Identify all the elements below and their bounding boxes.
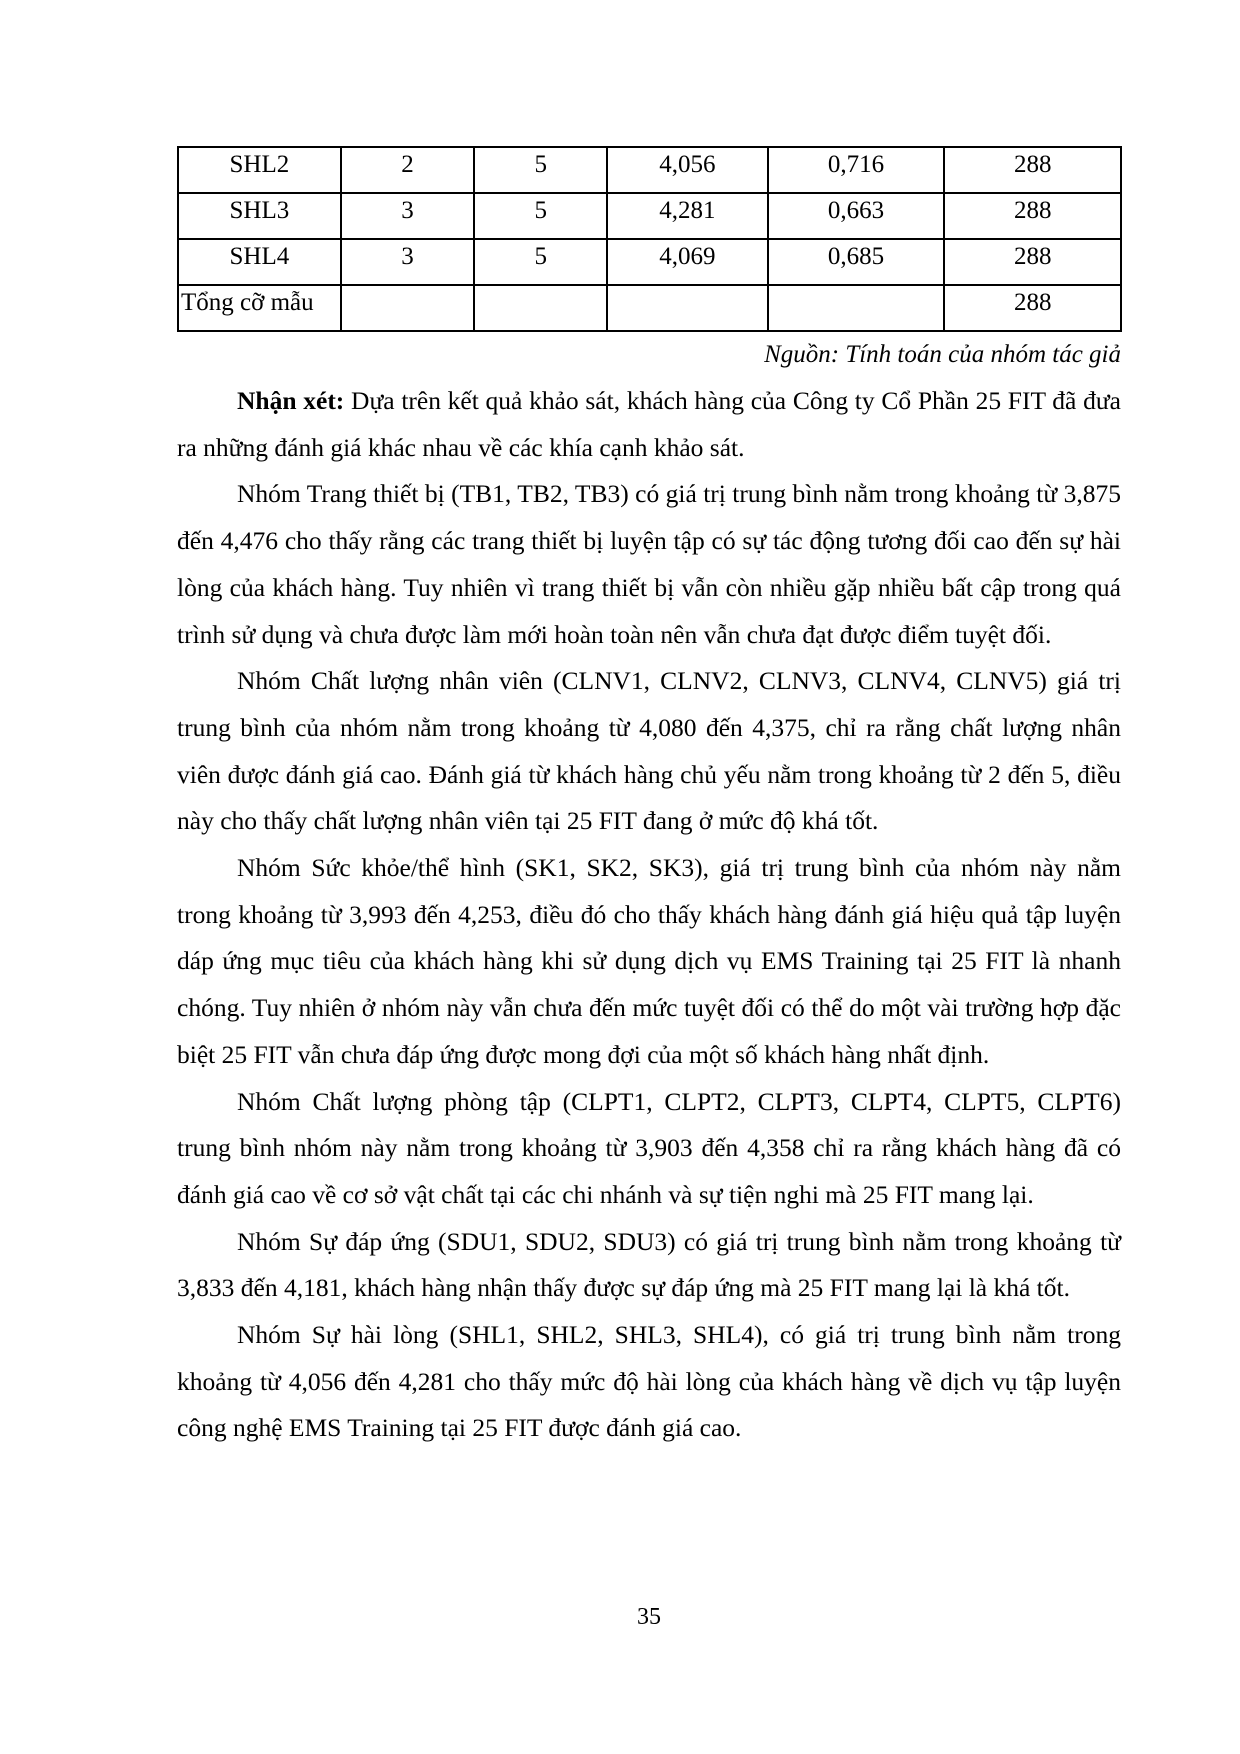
table-cell: 288 — [944, 147, 1121, 193]
remark-label: Nhận xét: — [237, 386, 345, 415]
paragraph-text: Nhóm Sức khỏe/thể hình (SK1, SK2, SK3), giá trị trung bình của nhóm này nằm trong khoảng từ 3,993 đến 4,253, điều đó cho thấy khách hàng đánh giá hiệu quả tập luyện dáp ứng mục tiêu của khách hàng khi sử dụng dịch vụ EMS Training tại 25 FIT là nhanh chóng. Tuy nhiên ở nhóm này vẫn chưa đến mức tuyệt đối có thể do một vài trường hợp đặc biệt 25 FIT vẫn chưa đáp ứng được mong đợi của một số khách hàng nhất định. — [177, 853, 1121, 1069]
statistics-table — [177, 146, 1122, 332]
paragraph-gym-quality — [177, 1079, 1121, 1219]
table-row — [178, 193, 1121, 239]
table-cell: 0,685 — [768, 239, 945, 285]
table-cell: 0,663 — [768, 193, 945, 239]
table-cell: 4,069 — [607, 239, 768, 285]
paragraph-text: Nhóm Chất lượng nhân viên (CLNV1, CLNV2, CLNV3, CLNV4, CLNV5) giá trị trung bình của nhóm nằm trong khoảng từ 4,080 đến 4,375, chỉ ra rằng chất lượng nhân viên được đánh giá cao. Đánh giá từ khách hàng chủ yếu nằm trong khoảng từ 2 đến 5, điều này cho thấy chất lượng nhân viên tại 25 FIT đang ở mức độ khá tốt. — [177, 666, 1121, 836]
table-cell — [474, 285, 607, 331]
paragraph-text: Nhóm Trang thiết bị (TB1, TB2, TB3) có giá trị trung bình nằm trong khoảng từ 3,875 đến 4,476 cho thấy rằng các trang thiết bị luyện tập có sự tác động tương đối cao đến sự hài lòng của khách hàng. Tuy nhiên vì trang thiết bị vẫn còn nhiều gặp nhiều bất cập trong quá trình sử dụng và chưa được làm mới hoàn toàn nên vẫn chưa đạt được điểm tuyệt đối. — [177, 479, 1121, 649]
table-cell: 5 — [474, 239, 607, 285]
table-cell: 3 — [341, 239, 475, 285]
table-cell: 5 — [474, 147, 607, 193]
table-row-total — [178, 285, 1121, 331]
table-cell — [341, 285, 475, 331]
table-cell: 288 — [944, 239, 1121, 285]
table-cell: 5 — [474, 193, 607, 239]
table-cell: 4,056 — [607, 147, 768, 193]
table-cell: 3 — [341, 193, 475, 239]
table-row — [178, 147, 1121, 193]
table-cell — [768, 285, 945, 331]
table-cell: 2 — [341, 147, 475, 193]
paragraph-health — [177, 845, 1121, 1079]
table-cell: 288 — [944, 193, 1121, 239]
total-label: Tổng cỡ mẫu — [178, 285, 341, 331]
paragraph-satisfaction — [177, 1312, 1121, 1452]
table-cell: SHL4 — [178, 239, 341, 285]
table-source-note: Nguồn: Tính toán của nhóm tác giả — [764, 341, 1121, 368]
table-cell: 4,281 — [607, 193, 768, 239]
paragraph-text: Dựa trên kết quả khảo sát, khách hàng của Công ty Cổ Phần 25 FIT đã đưa ra những đánh giá khác nhau về các khía cạnh khảo sát. — [177, 386, 1121, 462]
paragraph-equipment — [177, 471, 1121, 658]
paragraph-remark — [177, 378, 1121, 471]
paragraph-text: Nhóm Chất lượng phòng tập (CLPT1, CLPT2, CLPT3, CLPT4, CLPT5, CLPT6) trung bình nhóm này nằm trong khoảng từ 3,903 đến 4,358 chỉ ra rằng khách hàng đã có đánh giá cao về cơ sở vật chất tại các chi nhánh và sự tiện nghi mà 25 FIT mang lại. — [177, 1086, 1121, 1209]
table-cell — [607, 285, 768, 331]
table-cell: SHL2 — [178, 147, 341, 193]
total-value: 288 — [944, 285, 1121, 331]
page-number: 35 — [637, 1604, 661, 1630]
paragraph-responsiveness — [177, 1219, 1121, 1312]
table-row — [178, 239, 1121, 285]
table-cell: SHL3 — [178, 193, 341, 239]
paragraph-staff-quality — [177, 658, 1121, 845]
paragraph-text: Nhóm Sự hài lòng (SHL1, SHL2, SHL3, SHL4), có giá trị trung bình nằm trong khoảng từ 4,056 đến 4,281 cho thấy mức độ hài lòng của khách hàng về dịch vụ tập luyện công nghệ EMS Training tại 25 FIT được đánh giá cao. — [177, 1320, 1121, 1443]
body-text — [177, 378, 1121, 1452]
table-cell: 0,716 — [768, 147, 945, 193]
paragraph-text: Nhóm Sự đáp ứng (SDU1, SDU2, SDU3) có giá trị trung bình nằm trong khoảng từ 3,833 đến 4,181, khách hàng nhận thấy được sự đáp ứng mà 25 FIT mang lại là khá tốt. — [177, 1226, 1121, 1303]
